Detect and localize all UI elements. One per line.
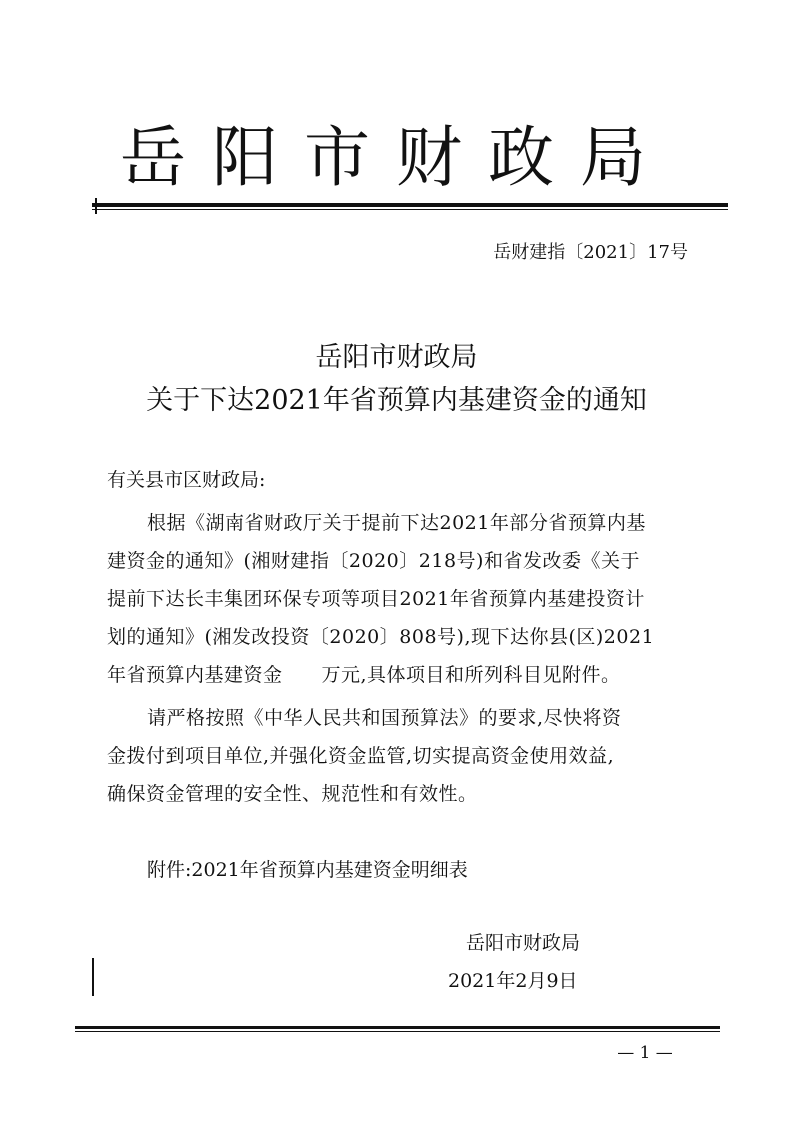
paragraph1-line: 年省预算内基建资金 万元,具体项目和所列科目见附件。 [107,664,621,686]
header-rule-thick [92,203,728,207]
page-number: — 1 — [617,1043,673,1063]
addressee: 有关县市区财政局: [107,469,266,491]
document-number: 岳财建指〔2021〕17号 [493,242,688,263]
paragraph1-line: 提前下达长丰集团环保专项等项目2021年省预算内基建投资计 [107,588,645,610]
paragraph2-line: 请严格按照《中华人民共和国预算法》的要求,尽快将资 [147,707,622,729]
signature-organization: 岳阳市财政局 [466,932,581,954]
margin-bar [92,958,94,996]
signature-date: 2021年2月9日 [448,970,578,992]
paragraph1-line: 建资金的通知》(湘财建指〔2020〕218号)和省发改委《关于 [107,550,640,572]
paragraph1-line: 划的通知》(湘发改投资〔2020〕808号),现下达你县(区)2021 [107,626,655,648]
header-rule-thin [92,209,728,210]
title-issuer: 岳阳市财政局 [315,342,478,373]
footer-rule-thick [75,1026,720,1029]
footer-rule-thin [75,1031,720,1032]
paragraph2-line: 确保资金管理的安全性、规范性和有效性。 [107,783,478,805]
masthead-title: 岳阳市财政局 [120,119,672,196]
title-subject: 关于下达2021年省预算内基建资金的通知 [146,385,647,416]
paragraph2-line: 金拨付到项目单位,并强化资金监管,切实提高资金使用效益, [107,745,615,767]
attachment-note: 附件:2021年省预算内基建资金明细表 [147,859,468,881]
paragraph1-line: 根据《湖南省财政厅关于提前下达2021年部分省预算内基 [147,512,646,534]
